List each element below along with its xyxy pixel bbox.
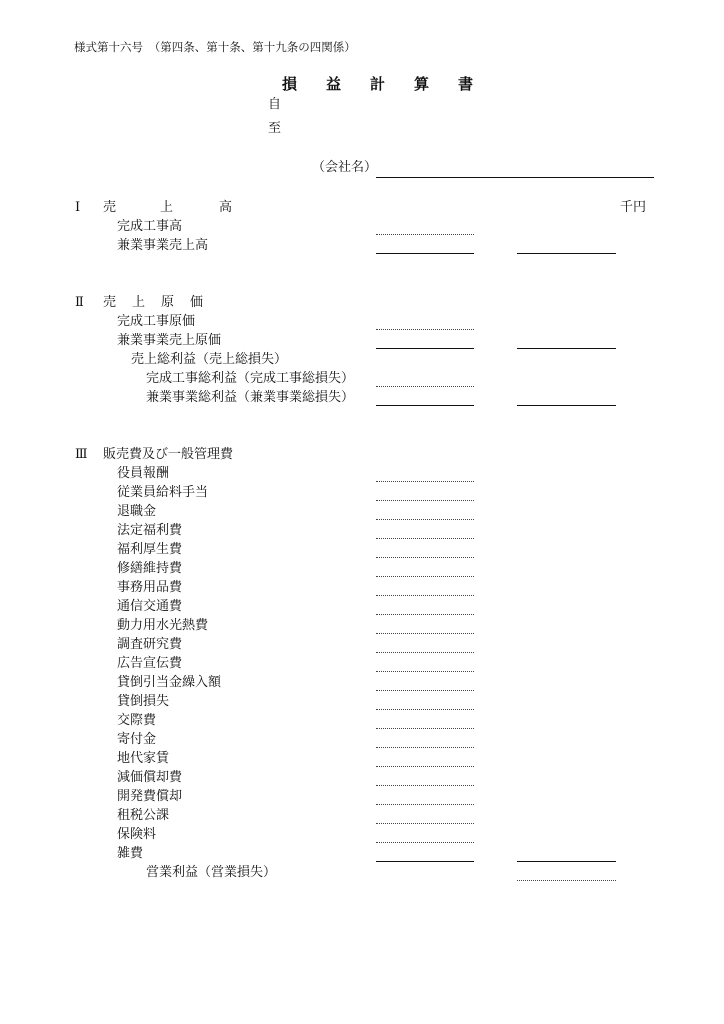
line-item: 事務用品費 [117,580,183,595]
section-heading-char: 原 [161,295,175,310]
entry-dotted-line [517,880,616,881]
period-from: 自 [268,97,282,112]
operating-profit-label: 営業利益（営業損失） [146,865,277,880]
entry-dotted-line [376,595,474,596]
line-item: 兼業事業売上原価 [117,333,222,348]
entry-total-line [376,405,474,406]
company-name-line [376,177,654,178]
entry-dotted-line [376,576,474,577]
entry-total-line [376,348,474,349]
line-item: 租税公課 [117,808,170,823]
line-item: 減価償却費 [117,770,183,785]
line-item: 貸倒損失 [117,694,170,709]
unit-label: 千円 [620,200,647,215]
line-item: 法定福利費 [117,523,183,538]
title-char: 益 [326,75,342,93]
entry-total-line [517,348,616,349]
section-heading-char: 価 [190,295,204,310]
entry-dotted-line [376,633,474,634]
section-number: Ⅰ [75,200,81,215]
company-label: （会社名） [312,160,378,175]
entry-dotted-line [376,709,474,710]
line-item: 通信交通費 [117,599,183,614]
line-item: 退職金 [117,504,157,519]
title-char: 損 [282,75,298,93]
line-item: 調査研究費 [117,637,183,652]
gross-profit-label: 売上総利益（売上総損失） [131,352,288,367]
line-item: 修繕維持費 [117,561,183,576]
line-item: 地代家賃 [117,751,170,766]
entry-total-line [517,405,616,406]
entry-dotted-line [376,785,474,786]
entry-dotted-line [376,728,474,729]
entry-dotted-line [376,766,474,767]
line-item: 完成工事原価 [117,314,196,329]
line-item: 交際費 [117,713,157,728]
entry-dotted-line [376,329,474,330]
entry-dotted-line [376,747,474,748]
line-item: 貸倒引当金繰入額 [117,675,222,690]
line-item: 雑費 [117,846,144,861]
entry-total-line [517,253,616,254]
entry-dotted-line [376,652,474,653]
entry-dotted-line [376,557,474,558]
title-char: 算 [414,75,430,93]
entry-dotted-line [376,500,474,501]
entry-total-line [376,253,474,254]
entry-dotted-line [376,538,474,539]
title-char: 計 [370,75,386,93]
entry-total-line [376,861,474,862]
section-number: Ⅲ [75,447,88,462]
entry-dotted-line [376,671,474,672]
form-number: 様式第十六号 （第四条、第十条、第十九条の四関係） [74,40,356,54]
entry-dotted-line [376,386,474,387]
line-item: 福利厚生費 [117,542,183,557]
period-to: 至 [268,121,282,136]
line-item: 動力用水光熱費 [117,618,209,633]
entry-dotted-line [376,690,474,691]
section-heading-char: 売 [103,200,117,215]
line-item: 兼業事業売上高 [117,238,209,253]
line-item: 従業員給料手当 [117,485,209,500]
line-item: 開発費償却 [117,789,183,804]
entry-dotted-line [376,519,474,520]
line-item: 寄付金 [117,732,157,747]
section-heading-char: 上 [160,200,174,215]
entry-dotted-line [376,823,474,824]
entry-dotted-line [376,614,474,615]
entry-dotted-line [376,842,474,843]
entry-dotted-line [376,804,474,805]
line-item: 兼業事業総利益（兼業事業総損失） [146,390,355,405]
entry-dotted-line [376,481,474,482]
section-heading-char: 売 [103,295,117,310]
line-item: 役員報酬 [117,466,170,481]
section-heading-char: 高 [219,200,233,215]
entry-dotted-line [376,234,474,235]
line-item: 完成工事総利益（完成工事総損失） [146,371,355,386]
entry-total-line [517,861,616,862]
line-item: 完成工事高 [117,219,183,234]
title-char: 書 [458,75,474,93]
section-number: Ⅱ [75,295,84,310]
section-heading: 販売費及び一般管理費 [103,447,234,462]
line-item: 広告宣伝費 [117,656,183,671]
section-heading-char: 上 [132,295,146,310]
line-item: 保険料 [117,827,157,842]
